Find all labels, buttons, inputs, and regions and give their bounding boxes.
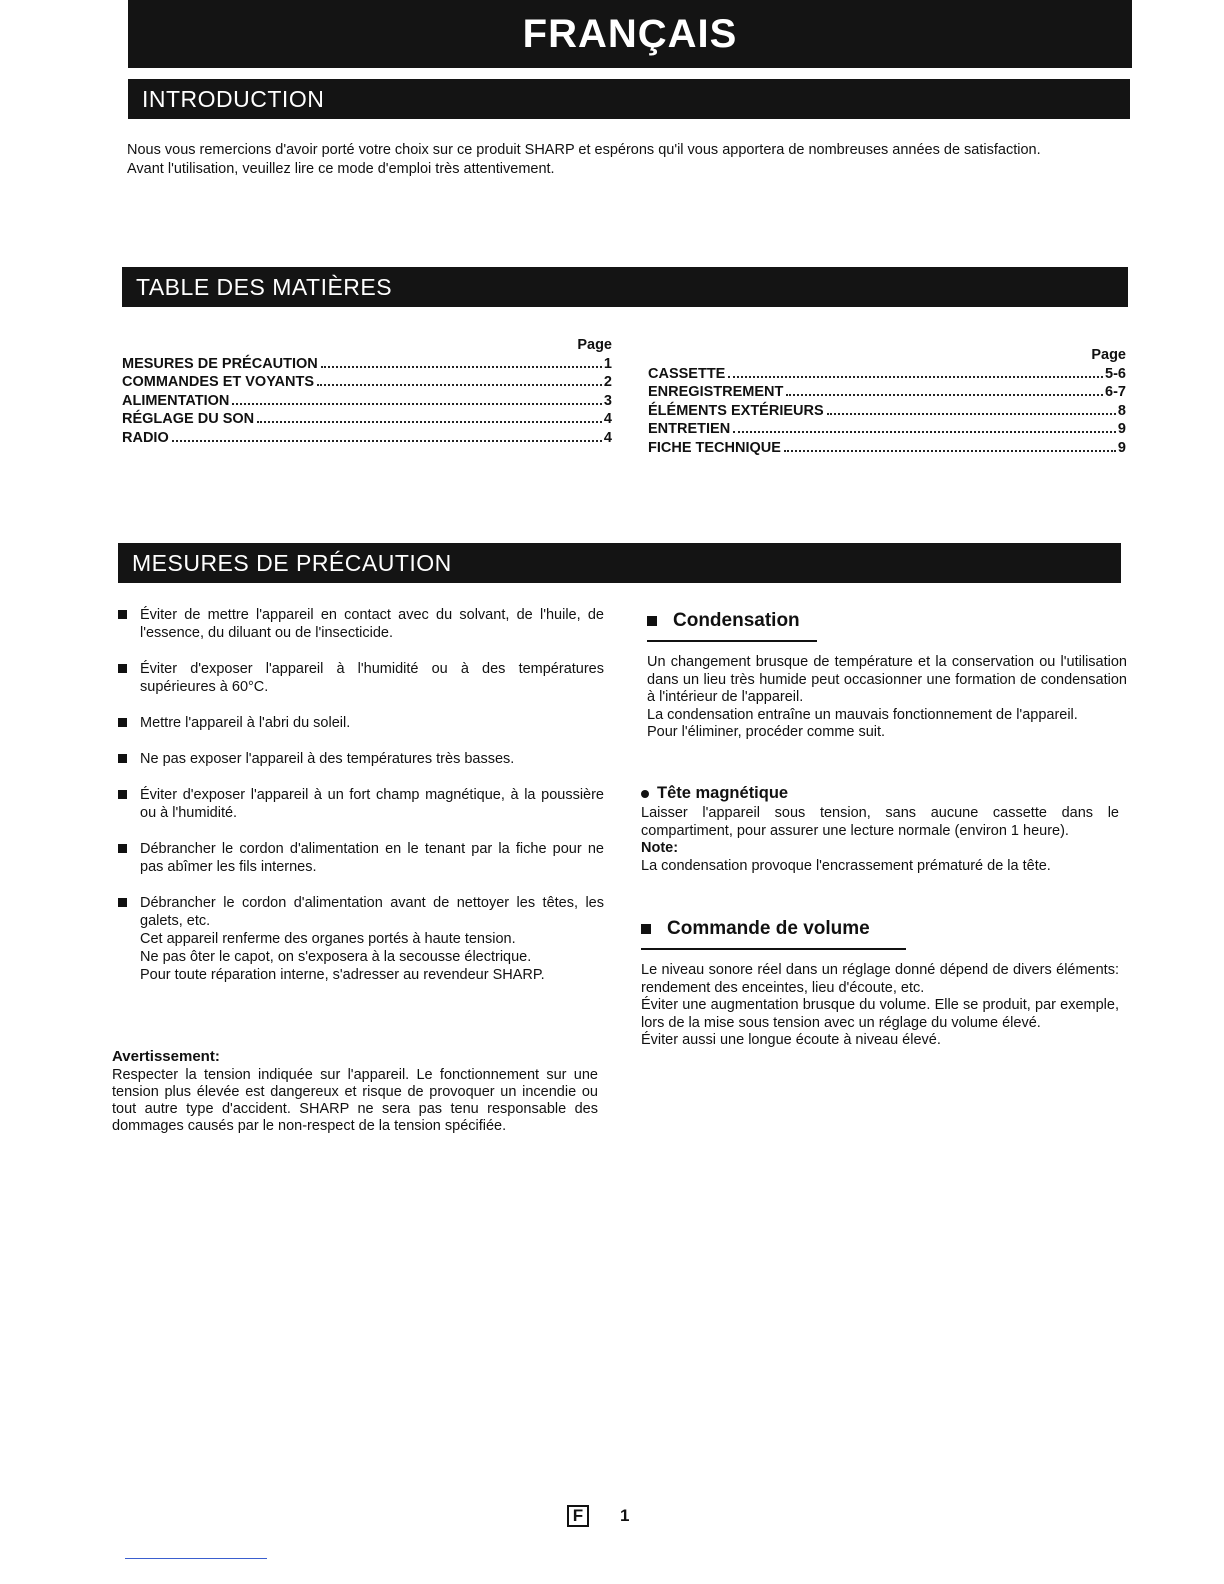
note-label: Note: [641, 840, 679, 856]
condensation-underline [647, 640, 817, 642]
toc-leader-dots [827, 413, 1116, 415]
toc-leader-dots [728, 376, 1103, 378]
toc-entry-page: 1 [603, 355, 612, 372]
toc-entry-label: ENREGISTREMENT [648, 384, 784, 400]
condensation-heading: Condensation [647, 610, 1127, 632]
toc-left-column [122, 336, 612, 447]
toc-leader-dots [786, 394, 1103, 396]
toc-left-page-label: Page [577, 337, 612, 353]
toc-heading: TABLE DES MATIÈRES [122, 267, 1128, 307]
toc-entry [122, 410, 612, 429]
toc-entry [122, 373, 612, 392]
toc-entry-label: MESURES DE PRÉCAUTION [122, 355, 318, 372]
volume-heading: Commande de volume [641, 918, 1119, 940]
toc-entry-page: 4 [603, 429, 612, 446]
toc-entry-label: RÉGLAGE DU SON [122, 411, 255, 427]
toc-leader-dots [733, 431, 1116, 433]
toc-leader-dots [232, 403, 602, 405]
magnetic-head-heading: Tête magnétique [641, 784, 1119, 803]
precaution-item: Mettre l'appareil à l'abri du soleil. [118, 714, 604, 732]
introduction-text [127, 142, 1130, 178]
toc-entry-page: 5-6 [1105, 365, 1126, 382]
toc-leader-dots [317, 384, 602, 386]
warning-text: Respecter la tension indiquée sur l'appareil. Le fonctionnement sur une tension plus élevée est dangereux et risque de provoquer un incendie ou tout autre type d'accident. SHARP ne sera pas tenu responsable des dommages causés par le non-respect de la tension spécifiée. [112, 1067, 598, 1134]
condensation-section [647, 610, 1127, 742]
section-letter-box: F [567, 1505, 589, 1527]
toc-entry-label: RADIO [122, 429, 169, 446]
toc-entry-page: 6-7 [1105, 384, 1126, 400]
precaution-item: Éviter d'exposer l'appareil à l'humidité ou à des températures supérieures à 60°C. [118, 660, 604, 696]
language-title: FRANÇAIS [128, 0, 1132, 68]
volume-para-2: Éviter une augmentation brusque du volume. Elle se produit, par exemple, lors de la mise sous tension avec un réglage du volume élevé. [641, 997, 1119, 1031]
footer-rule [125, 1558, 267, 1559]
toc-right-page-label: Page [1091, 347, 1126, 363]
precautions-heading: MESURES DE PRÉCAUTION [118, 543, 1121, 583]
precaution-item: Éviter d'exposer l'appareil à un fort champ magnétique, à la poussière ou à l'humidité. [118, 786, 604, 822]
toc-entry [648, 420, 1126, 439]
toc-left-list [122, 355, 612, 448]
toc-entry [648, 383, 1126, 402]
introduction-para-1: Nous vous remercions d'avoir porté votre choix sur ce produit SHARP et espérons qu'il vous apportera de nombreuses années de satisfaction. [127, 142, 1041, 158]
toc-entry-label: FICHE TECHNIQUE [648, 439, 781, 456]
precaution-item: Ne pas exposer l'appareil à des températures très basses. [118, 750, 604, 768]
toc-right-list [648, 365, 1126, 458]
page-number: 1 [620, 1506, 630, 1525]
toc-entry-page: 2 [603, 374, 612, 390]
volume-section [641, 918, 1119, 1050]
magnetic-head-section [641, 784, 1119, 875]
introduction-heading: INTRODUCTION [128, 79, 1130, 119]
precaution-item: Débrancher le cordon d'alimentation avant de nettoyer les têtes, les galets, etc. Cet appareil renferme des organes portés à haute tension. Ne pas ôter le capot, on s'exposera à la secousse électrique. Pour toute réparation interne, s'adresser au revendeur SHARP. [118, 894, 604, 984]
toc-entry [122, 429, 612, 448]
toc-leader-dots [257, 421, 602, 423]
toc-entry [648, 439, 1126, 458]
toc-entry-page: 9 [1117, 421, 1126, 437]
volume-para-1: Le niveau sonore réel dans un réglage donné dépend de divers éléments: rendement des enceintes, lieu d'écoute, etc. [641, 962, 1119, 996]
toc-entry-page: 9 [1117, 439, 1126, 456]
toc-entry-label: ALIMENTATION [122, 392, 230, 409]
volume-para-3: Éviter aussi une longue écoute à niveau élevé. [641, 1032, 941, 1048]
toc-entry-page: 3 [603, 392, 612, 409]
note-text: La condensation provoque l'encrassement prématuré de la tête. [641, 857, 1051, 874]
precaution-item: Éviter de mettre l'appareil en contact avec du solvant, de l'huile, de l'essence, du diluant ou de l'insecticide. [118, 606, 604, 642]
precautions-list [118, 606, 604, 1002]
toc-entry-page: 8 [1117, 402, 1126, 419]
volume-underline [641, 948, 906, 950]
toc-entry-label: COMMANDES ET VOYANTS [122, 374, 315, 390]
toc-entry-label: ÉLÉMENTS EXTÉRIEURS [648, 402, 824, 419]
toc-entry-label: CASSETTE [648, 365, 726, 382]
toc-entry-label: ENTRETIEN [648, 421, 731, 437]
precaution-item: Débrancher le cordon d'alimentation en le tenant par la fiche pour ne pas abîmer les fils internes. [118, 840, 604, 876]
introduction-para-2: Avant l'utilisation, veuillez lire ce mode d'emploi très attentivement. [127, 161, 555, 177]
round-bullet-icon [641, 790, 649, 798]
warning-block [112, 1048, 598, 1135]
toc-entry-page: 4 [603, 411, 612, 427]
toc-entry [122, 355, 612, 374]
square-bullet-icon [647, 616, 657, 626]
toc-entry [648, 402, 1126, 421]
condensation-para-3: Pour l'éliminer, procéder comme suit. [647, 724, 886, 740]
square-bullet-icon [641, 924, 651, 934]
magnetic-head-text: Laisser l'appareil sous tension, sans aucune cassette dans le compartiment, pour assurer une lecture normale (environ 1 heure). [641, 805, 1119, 839]
warning-title: Avertissement: [112, 1048, 220, 1065]
toc-leader-dots [784, 450, 1116, 452]
toc-entry [122, 392, 612, 411]
toc-right-column [648, 346, 1126, 457]
toc-leader-dots [321, 366, 602, 368]
toc-entry [648, 365, 1126, 384]
toc-leader-dots [172, 440, 602, 442]
condensation-para-1: Un changement brusque de température et la conservation ou l'utilisation dans un lieu très humide peut occasionner une formation de condensation à l'intérieur de l'appareil. [647, 654, 1127, 705]
condensation-para-2: La condensation entraîne un mauvais fonctionnement de l'appareil. [647, 706, 1078, 723]
